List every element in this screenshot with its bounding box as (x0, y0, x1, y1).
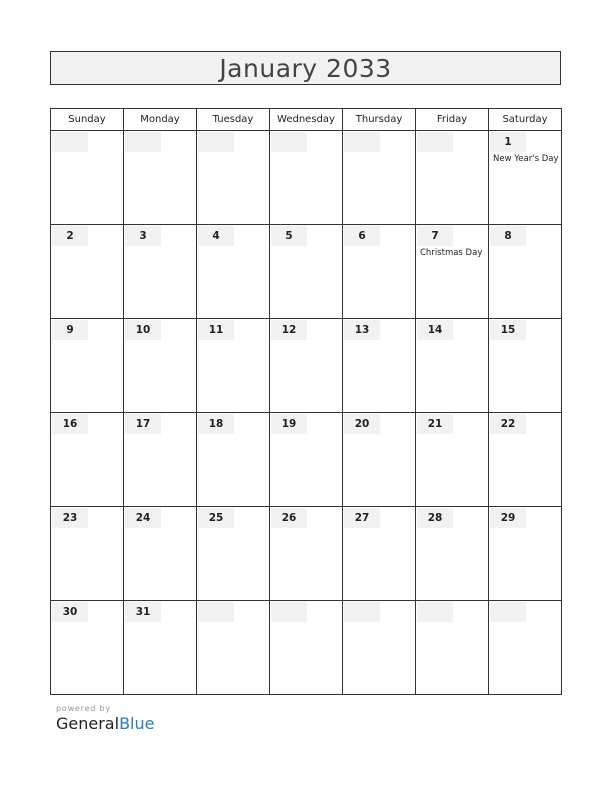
day-number-tab (271, 414, 307, 434)
day-cell (343, 507, 416, 601)
day-number-tab (344, 320, 380, 340)
day-number: 1 (504, 136, 512, 148)
week-row (51, 413, 562, 507)
day-number-tab (198, 132, 234, 152)
day-number-tab (271, 508, 307, 528)
day-number: 7 (431, 230, 439, 242)
day-cell (270, 507, 343, 601)
day-number: 30 (62, 606, 78, 618)
day-cell (197, 507, 270, 601)
day-cell (489, 507, 562, 601)
day-cell (489, 413, 562, 507)
day-cell (270, 131, 343, 225)
day-number: 16 (62, 418, 78, 430)
day-number-tab (271, 320, 307, 340)
day-number-tab (125, 414, 161, 434)
weekday-wednesday: Wednesday (270, 109, 343, 131)
day-number-tab (52, 226, 88, 246)
brand-blue: Blue (119, 714, 155, 733)
day-cell (197, 319, 270, 413)
day-cell (416, 507, 489, 601)
day-number-tab (344, 132, 380, 152)
day-number-tab (417, 602, 453, 622)
day-number-tab (490, 226, 526, 246)
weekday-saturday: Saturday (489, 109, 562, 131)
day-number-tab (125, 602, 161, 622)
day-number: 28 (427, 512, 443, 524)
day-cell (124, 601, 197, 695)
week-row (51, 225, 562, 319)
day-cell (124, 131, 197, 225)
day-cell (51, 131, 124, 225)
day-number: 8 (504, 230, 512, 242)
day-cell (416, 131, 489, 225)
day-number-tab (271, 226, 307, 246)
day-cell (343, 131, 416, 225)
day-number-tab (417, 226, 453, 246)
day-cell (51, 225, 124, 319)
day-cell (51, 319, 124, 413)
day-number-tab (271, 602, 307, 622)
weekday-monday: Monday (124, 109, 197, 131)
day-cell (489, 225, 562, 319)
day-number-tab (344, 602, 380, 622)
day-cell (197, 131, 270, 225)
week-row (51, 507, 562, 601)
day-number: 23 (62, 512, 78, 524)
day-cell (197, 413, 270, 507)
powered-by-text: powered by (56, 704, 111, 713)
day-cell (343, 225, 416, 319)
day-number-tab (198, 602, 234, 622)
holiday-label: New Year's Day (493, 154, 559, 164)
week-row (51, 601, 562, 695)
day-number: 27 (354, 512, 370, 524)
day-number: 22 (500, 418, 516, 430)
day-number: 4 (212, 230, 220, 242)
day-number: 29 (500, 512, 516, 524)
footer-branding (56, 704, 154, 733)
day-number-tab (271, 132, 307, 152)
day-cell (51, 601, 124, 695)
day-number-tab (344, 226, 380, 246)
day-cell (416, 601, 489, 695)
week-row (51, 131, 562, 225)
day-number: 6 (358, 230, 366, 242)
day-cell (416, 413, 489, 507)
month-title-box (50, 51, 561, 85)
day-number-tab (52, 320, 88, 340)
day-cell (343, 601, 416, 695)
day-number-tab (198, 508, 234, 528)
day-number: 26 (281, 512, 297, 524)
day-number-tab (125, 508, 161, 528)
day-number-tab (490, 320, 526, 340)
calendar-body (51, 131, 562, 695)
calendar-grid (50, 108, 562, 695)
day-cell (270, 413, 343, 507)
weekday-thursday: Thursday (343, 109, 416, 131)
day-number: 9 (66, 324, 74, 336)
weekday-tuesday: Tuesday (197, 109, 270, 131)
day-number-tab (490, 602, 526, 622)
brand-general: General (56, 714, 120, 733)
day-cell (416, 319, 489, 413)
day-cell (270, 225, 343, 319)
day-number-tab (125, 226, 161, 246)
day-cell (197, 225, 270, 319)
day-number: 3 (139, 230, 147, 242)
day-cell (51, 507, 124, 601)
week-row (51, 319, 562, 413)
day-number-tab (52, 414, 88, 434)
day-number: 21 (427, 418, 443, 430)
day-number-tab (52, 508, 88, 528)
day-number-tab (198, 414, 234, 434)
weekday-header-row (51, 109, 562, 131)
day-cell (270, 319, 343, 413)
day-number-tab (490, 132, 526, 152)
day-cell (124, 413, 197, 507)
day-number-tab (417, 132, 453, 152)
day-number: 20 (354, 418, 370, 430)
day-cell (489, 601, 562, 695)
weekday-sunday: Sunday (51, 109, 124, 131)
day-number: 18 (208, 418, 224, 430)
day-number-tab (490, 414, 526, 434)
day-cell (124, 225, 197, 319)
day-number: 15 (500, 324, 516, 336)
day-number-tab (417, 414, 453, 434)
day-number-tab (344, 414, 380, 434)
day-cell (343, 413, 416, 507)
brand-logo (56, 714, 154, 733)
day-cell (197, 601, 270, 695)
day-number: 19 (281, 418, 297, 430)
day-number: 12 (281, 324, 297, 336)
holiday-label: Christmas Day (420, 248, 483, 258)
day-number-tab (52, 132, 88, 152)
day-number: 14 (427, 324, 443, 336)
day-number: 5 (285, 230, 293, 242)
day-number: 17 (135, 418, 151, 430)
day-cell (51, 413, 124, 507)
day-number: 13 (354, 324, 370, 336)
day-number: 2 (66, 230, 74, 242)
day-cell (343, 319, 416, 413)
day-number-tab (417, 320, 453, 340)
day-cell (489, 319, 562, 413)
day-number-tab (198, 320, 234, 340)
day-cell (416, 225, 489, 319)
day-cell (270, 601, 343, 695)
day-number: 31 (135, 606, 151, 618)
day-number: 24 (135, 512, 151, 524)
day-number-tab (198, 226, 234, 246)
day-cell (124, 507, 197, 601)
day-number-tab (125, 132, 161, 152)
day-number-tab (417, 508, 453, 528)
weekday-friday: Friday (416, 109, 489, 131)
day-number-tab (490, 508, 526, 528)
day-number: 11 (208, 324, 224, 336)
day-number-tab (344, 508, 380, 528)
day-number-tab (125, 320, 161, 340)
month-title: January 2033 (219, 53, 392, 83)
day-number: 10 (135, 324, 151, 336)
day-number-tab (52, 602, 88, 622)
day-cell (489, 131, 562, 225)
day-number: 25 (208, 512, 224, 524)
day-cell (124, 319, 197, 413)
